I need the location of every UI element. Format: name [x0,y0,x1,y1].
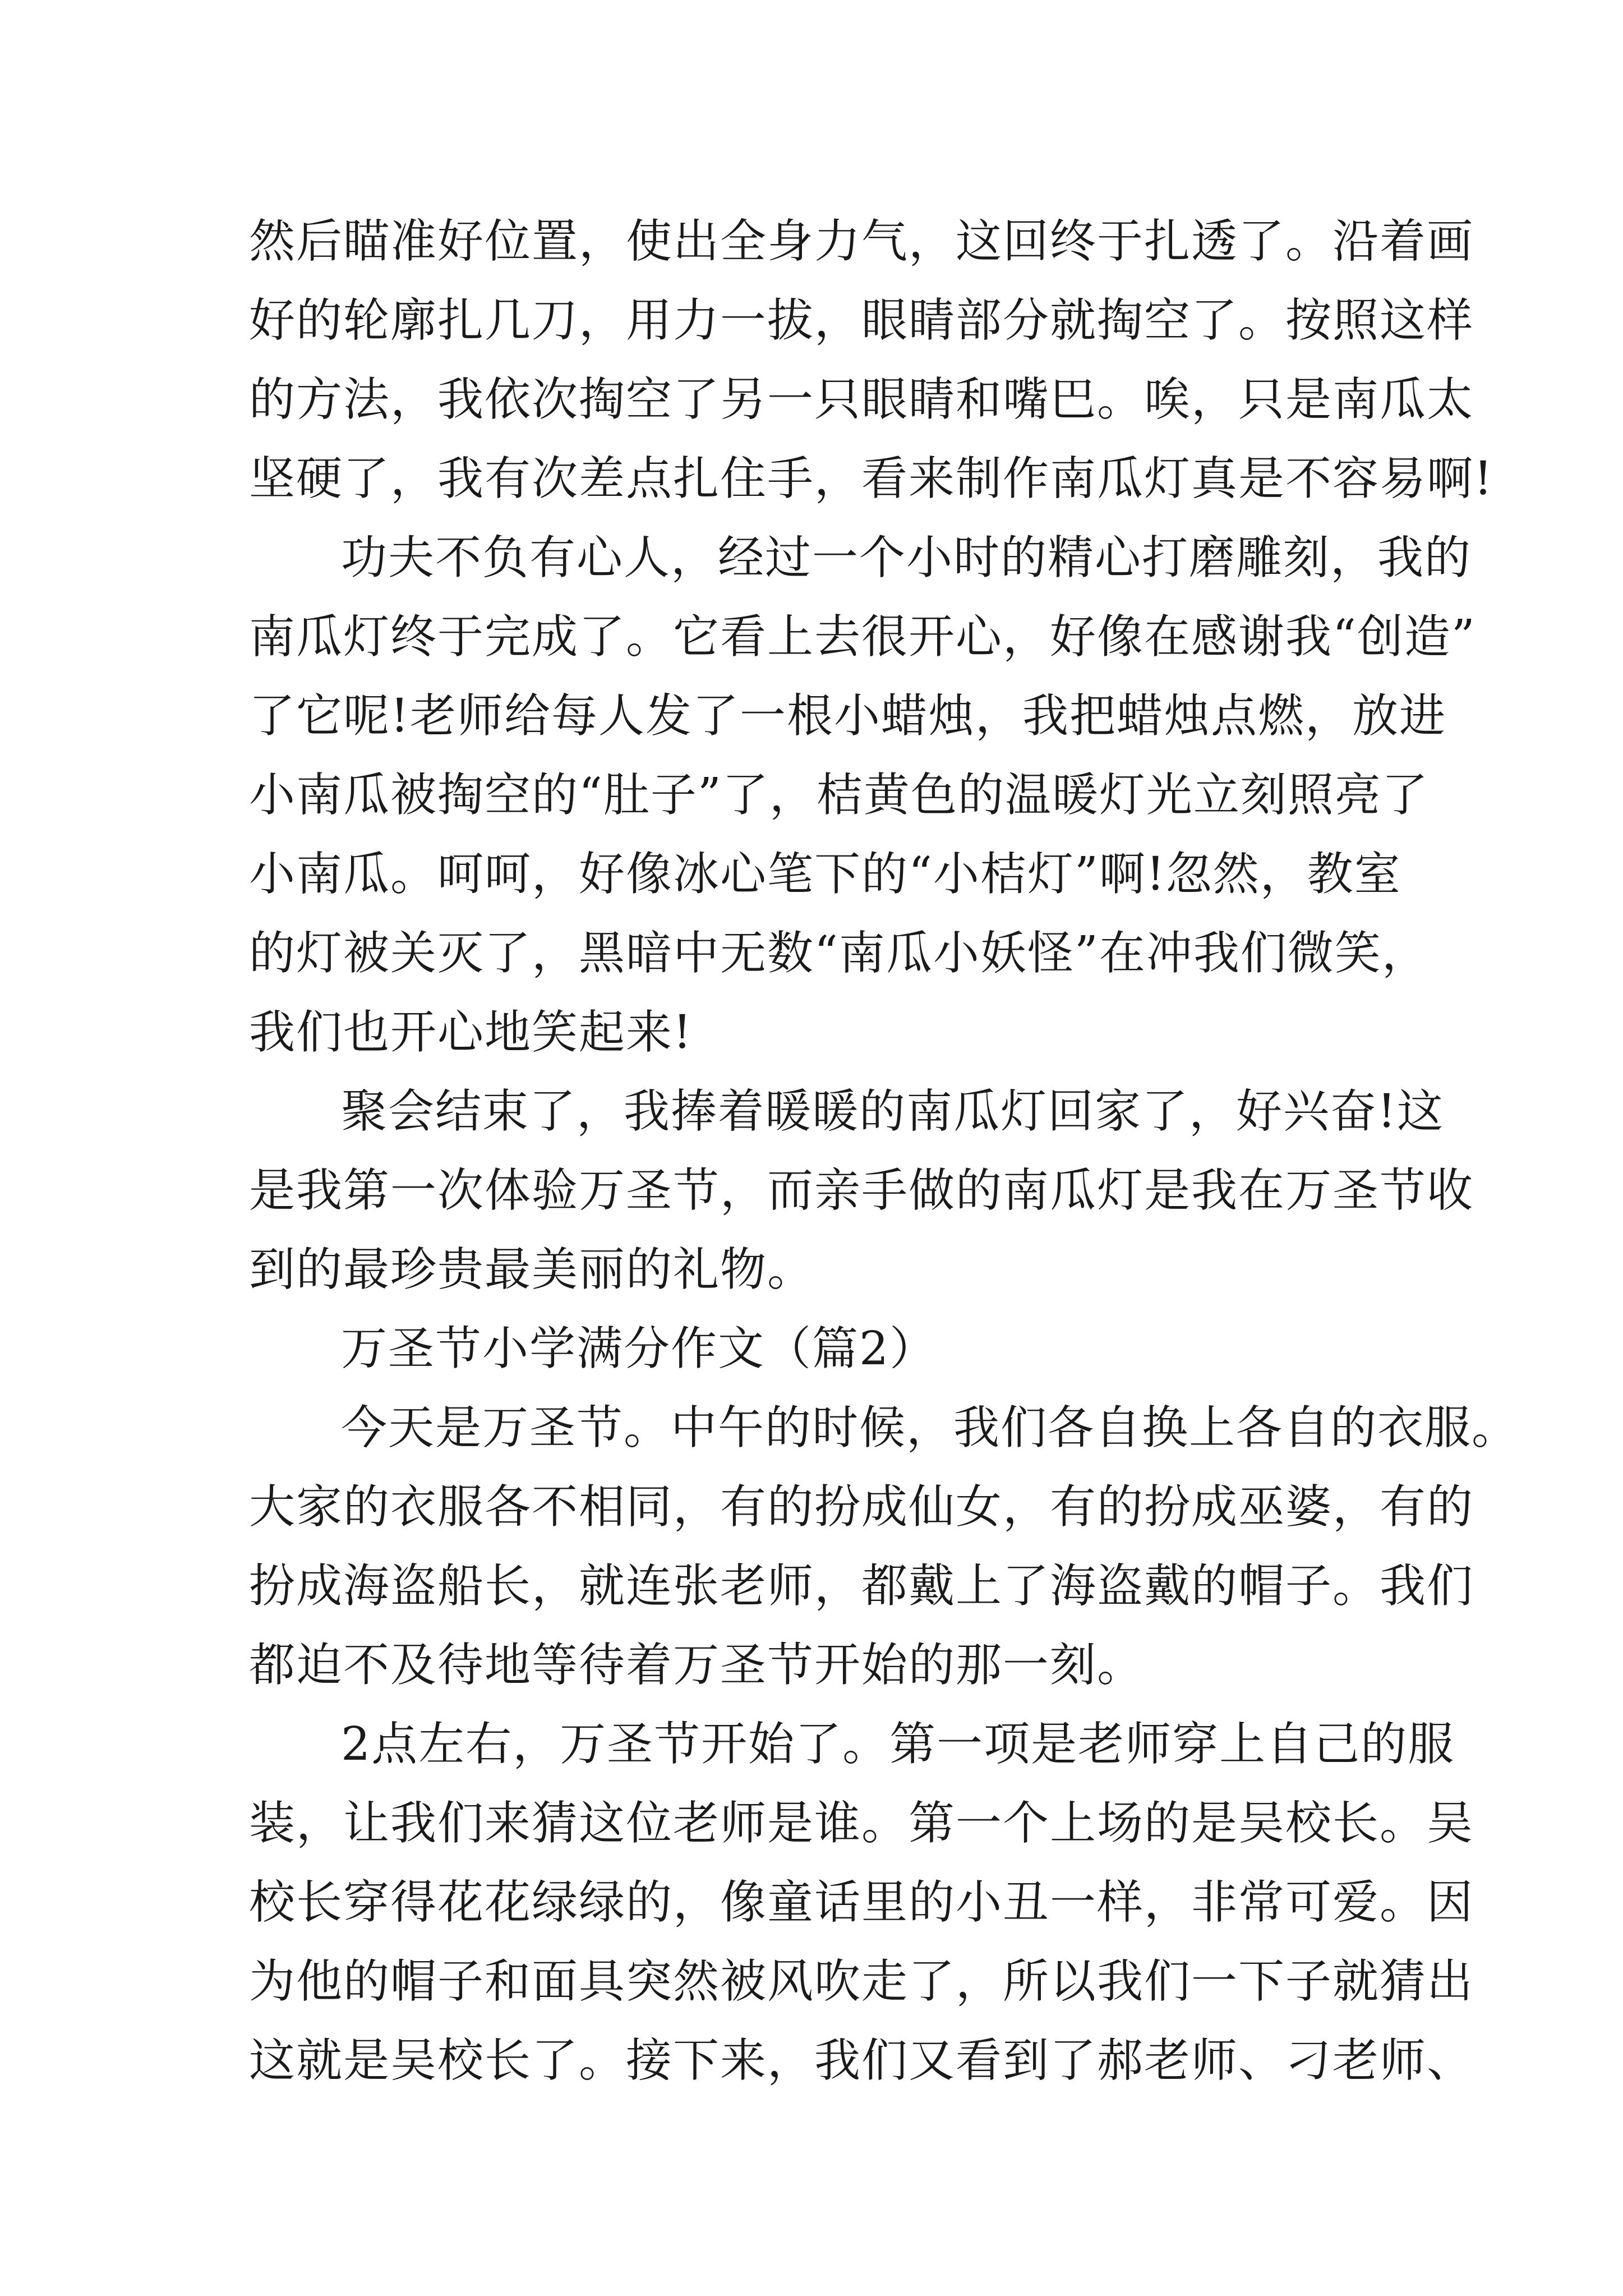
text-line: 2点左右，万圣节开始了。第一项是老师穿上自己的服 [341,1718,1455,1771]
text-line: 万圣节小学满分作文（篇2） [341,1322,937,1375]
text-line: 大家的衣服各不相同，有的扮成仙女，有的扮成巫婆，有的 [249,1480,1474,1534]
text-line: 功夫不负有心人，经过一个小时的精心打磨雕刻，我的 [341,531,1472,585]
text-line: 的灯被关灭了，黑暗中无数“南瓜小妖怪”在冲我们微笑， [249,927,1429,980]
paragraph [249,1072,1474,1309]
document-body [249,202,1519,2100]
text-line: 坚硬了，我有次差点扎住手，看来制作南瓜灯真是不容易啊! [249,452,1493,505]
paragraph [249,518,1476,1072]
text-line: 今天是万圣节。中午的时候，我们各自换上各自的衣服。 [341,1401,1519,1455]
text-line: 装，让我们来猜这位老师是谁。第一个上场的是吴校长。吴 [249,1797,1474,1850]
text-line: 到的最珍贵最美丽的礼物。 [249,1243,815,1296]
paragraph [249,1309,1382,1388]
text-line: 是我第一次体验万圣节，而亲手做的南瓜灯是我在万圣节收 [249,1164,1474,1217]
text-line: 扮成海盗船长，就连张老师，都戴上了海盗戴的帽子。我们 [249,1559,1474,1613]
text-line: 聚会结束了，我捧着暖暖的南瓜灯回家了，好兴奋!这 [341,1085,1444,1138]
text-line: 为他的帽子和面具突然被风吹走了，所以我们一下子就猜出 [249,1955,1474,2008]
text-line: 了它呢!老师给每人发了一根小蜡烛，我把蜡烛点燃，放进 [249,689,1446,743]
text-line: 好的轮廓扎几刀，用力一拔，眼睛部分就掏空了。按照这样 [249,294,1474,347]
text-line: 南瓜灯终于完成了。它看上去很开心，好像在感谢我“创造” [249,610,1476,664]
text-line: 小南瓜。呵呵，好像冰心笔下的“小桔灯”啊!忽然，教室 [249,848,1401,901]
text-line: 校长穿得花花绿绿的，像童话里的小丑一样，非常可爱。因 [249,1876,1474,1929]
text-line: 小南瓜被掏空的“肚子”了，桔黄色的温暖灯光立刻照亮了 [249,769,1429,822]
paragraph [249,1388,1519,1705]
paragraph [249,202,1493,518]
text-line: 都迫不及待地等待着万圣节开始的那一刻。 [249,1639,1145,1692]
text-line: 我们也开心地笑起来! [249,1006,693,1059]
text-line: 的方法，我依次掏空了另一只眼睛和嘴巴。唉，只是南瓜太 [249,373,1474,426]
text-line: 然后瞄准好位置，使出全身力气，这回终于扎透了。沿着画 [249,215,1474,268]
text-line: 这就是吴校长了。接下来，我们又看到了郝老师、刁老师、 [249,2034,1474,2087]
paragraph [249,1705,1474,2100]
